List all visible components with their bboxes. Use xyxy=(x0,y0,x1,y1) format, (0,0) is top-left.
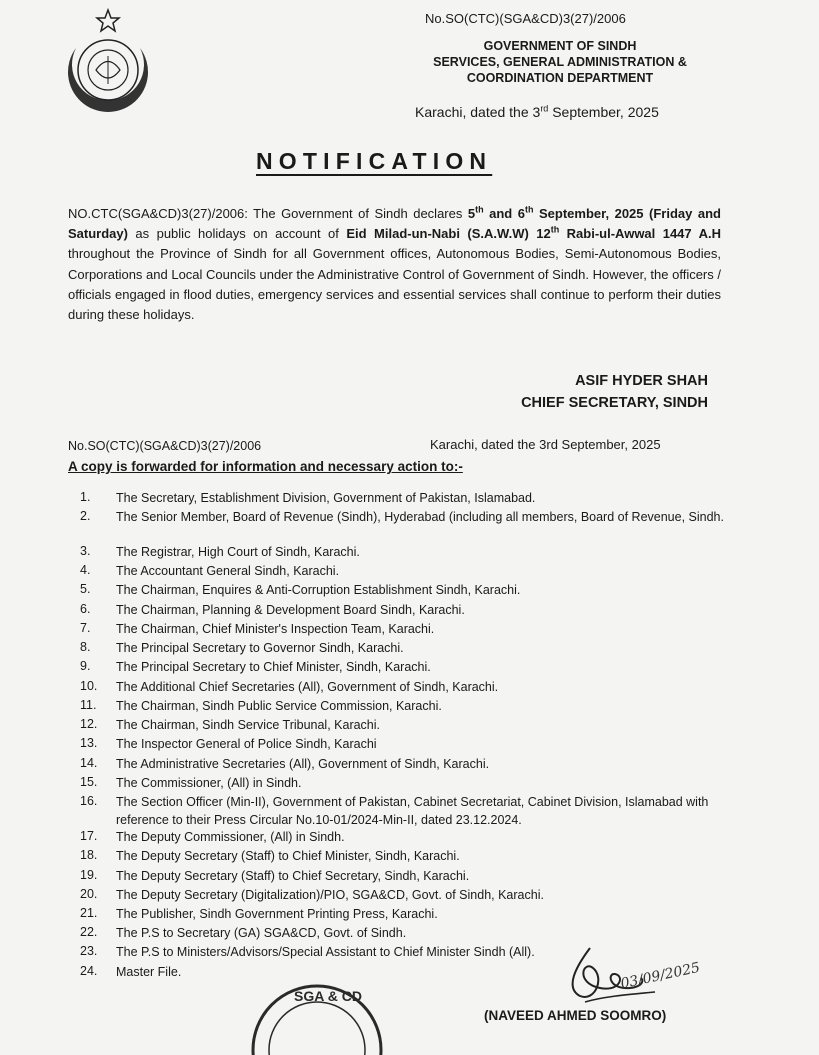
copy-ref-number: No.SO(CTC)(SGA&CD)3(27)/2006 xyxy=(68,439,262,453)
list-item-number: 15. xyxy=(80,775,98,789)
list-item-text: The Registrar, High Court of Sindh, Karachi. xyxy=(116,545,360,559)
list-item-text: Master File. xyxy=(116,965,182,979)
list-item-text: The Accountant General Sindh, Karachi. xyxy=(116,564,340,578)
list-item-number: 8. xyxy=(80,640,91,654)
list-item-number: 6. xyxy=(80,602,91,616)
issue-date xyxy=(415,104,659,120)
list-item-number: 3. xyxy=(80,544,91,558)
list-item-number: 10. xyxy=(80,679,98,693)
list-item-text: The Deputy Secretary (Digitalization)/PIO, SGA&CD, Govt. of Sindh, Karachi. xyxy=(116,888,544,902)
body-bold: Rabi-ul-Awwal 1447 A.H xyxy=(559,226,721,242)
body-bold: September, 2025 (Friday and Saturday) xyxy=(68,206,721,242)
body-text: as public holidays on account of xyxy=(127,226,347,242)
list-item-number: 9. xyxy=(80,659,91,673)
list-item-text: The P.S to Ministers/Advisors/Special Assistant to Chief Minister Sindh (All). xyxy=(116,945,535,959)
date-sup: rd xyxy=(540,103,549,114)
list-item-text: The P.S to Secretary (GA) SGA&CD, Govt. of Sindh. xyxy=(116,926,407,940)
date-text: Karachi, dated the 3 xyxy=(415,104,541,120)
department-header xyxy=(390,38,730,86)
body-bold: 5 xyxy=(467,206,476,221)
sindh-govt-emblem xyxy=(58,8,158,116)
list-item-text: The Principal Secretary to Chief Minister, Sindh, Karachi. xyxy=(116,660,431,674)
file-number: No.SO(CTC)(SGA&CD)3(27)/2006 xyxy=(425,11,626,26)
list-item-text: The Deputy Commissioner, (All) in Sindh. xyxy=(116,830,345,844)
list-item-text: The Chairman, Planning & Development Board Sindh, Karachi. xyxy=(116,603,465,617)
date-text: September, 2025 xyxy=(548,104,659,120)
list-item-text: The Chairman, Sindh Public Service Commission, Karachi. xyxy=(116,699,442,713)
body-sup: th xyxy=(524,204,534,215)
office-stamp xyxy=(242,975,392,1055)
body-bold: and 6 xyxy=(483,206,525,221)
copy-heading: A copy is forwarded for information and necessary action to:- xyxy=(68,459,463,474)
list-item-text: The Chairman, Sindh Service Tribunal, Karachi. xyxy=(116,718,381,732)
list-item-number: 5. xyxy=(80,582,91,596)
body-bold: Eid Milad-un-Nabi (S.A.W.W) 12 xyxy=(346,226,551,242)
body-sup: th xyxy=(475,204,484,215)
signatory-designation: CHIEF SECRETARY, SINDH xyxy=(521,395,708,411)
list-item-text: The Chairman, Chief Minister's Inspection Team, Karachi. xyxy=(116,622,435,636)
list-item-number: 20. xyxy=(80,887,98,901)
list-item-number: 19. xyxy=(80,868,98,882)
list-item-number: 18. xyxy=(80,848,98,862)
body-text: NO.CTC(SGA&CD)3(27)/2006: The Government of Sindh declares xyxy=(68,206,468,221)
list-item-text: The Additional Chief Secretaries (All), Government of Sindh, Karachi. xyxy=(116,680,499,694)
signature-date: 03/09/2025 xyxy=(619,959,702,993)
list-item-number: 4. xyxy=(80,563,91,577)
list-item-text: The Section Officer (Min-II), Government of Pakistan, Cabinet Secretariat, Cabinet Division, Islamabad with reference to their Press Circular No.10-01/2024-Min-II, dated 23.12.2024. xyxy=(116,795,709,827)
stamp-text: SGA & CD xyxy=(294,988,362,1004)
list-item-number: 13. xyxy=(80,736,98,750)
list-item-text: The Secretary, Establishment Division, Government of Pakistan, Islamabad. xyxy=(116,491,536,505)
signatory-name: ASIF HYDER SHAH xyxy=(575,373,708,389)
list-item-text: The Deputy Secretary (Staff) to Chief Minister, Sindh, Karachi. xyxy=(116,849,460,863)
list-item-text: The Commissioner, (All) in Sindh. xyxy=(116,776,302,790)
dept-line: SERVICES, GENERAL ADMINISTRATION & xyxy=(433,55,687,69)
list-item-number: 22. xyxy=(80,925,98,939)
list-item-number: 14. xyxy=(80,756,98,770)
list-item-text: The Deputy Secretary (Staff) to Chief Secretary, Sindh, Karachi. xyxy=(116,869,470,883)
list-item-number: 7. xyxy=(80,621,91,635)
signatory-block xyxy=(465,370,708,414)
list-item-number: 21. xyxy=(80,906,98,920)
officer-name: (NAVEED AHMED SOOMRO) xyxy=(484,1008,667,1023)
list-item-number: 11. xyxy=(80,698,97,712)
dept-line: GOVERNMENT OF SINDH xyxy=(483,39,637,53)
body-text: throughout the Province of Sindh for all Government offices, Autonomous Bodies, Semi-Autonomous Bodies, Corporations and Local Councils under the Administrative Control of Government of Sindh. However, the officers / officials engaged in flood duties, emergency services and essential services shall continue to perform their duties during these holidays. xyxy=(68,246,721,323)
notification-title: NOTIFICATION xyxy=(256,148,493,174)
dept-line: COORDINATION DEPARTMENT xyxy=(466,71,654,85)
list-item-text: The Inspector General of Police Sindh, Karachi xyxy=(116,737,377,751)
body-sup: th xyxy=(550,224,560,235)
list-item-text: The Administrative Secretaries (All), Government of Sindh, Karachi. xyxy=(116,757,490,771)
list-item-number: 24. xyxy=(80,964,98,978)
list-item-text: The Principal Secretary to Governor Sindh, Karachi. xyxy=(116,641,404,655)
list-item-number: 1. xyxy=(80,490,91,504)
notification-body xyxy=(68,204,721,325)
list-item-number: 17. xyxy=(80,829,98,843)
list-item-number: 12. xyxy=(80,717,98,731)
list-item-number: 16. xyxy=(80,794,98,808)
list-item-number: 2. xyxy=(80,509,91,523)
list-item-number: 23. xyxy=(80,944,98,958)
list-item-text: The Senior Member, Board of Revenue (Sindh), Hyderabad (including all members, Board of Revenue, Sindh. xyxy=(116,510,724,524)
list-item-text: The Publisher, Sindh Government Printing Press, Karachi. xyxy=(116,907,438,921)
copy-date: Karachi, dated the 3rd September, 2025 xyxy=(430,437,661,452)
list-item-text: The Chairman, Enquires & Anti-Corruption Establishment Sindh, Karachi. xyxy=(116,583,521,597)
